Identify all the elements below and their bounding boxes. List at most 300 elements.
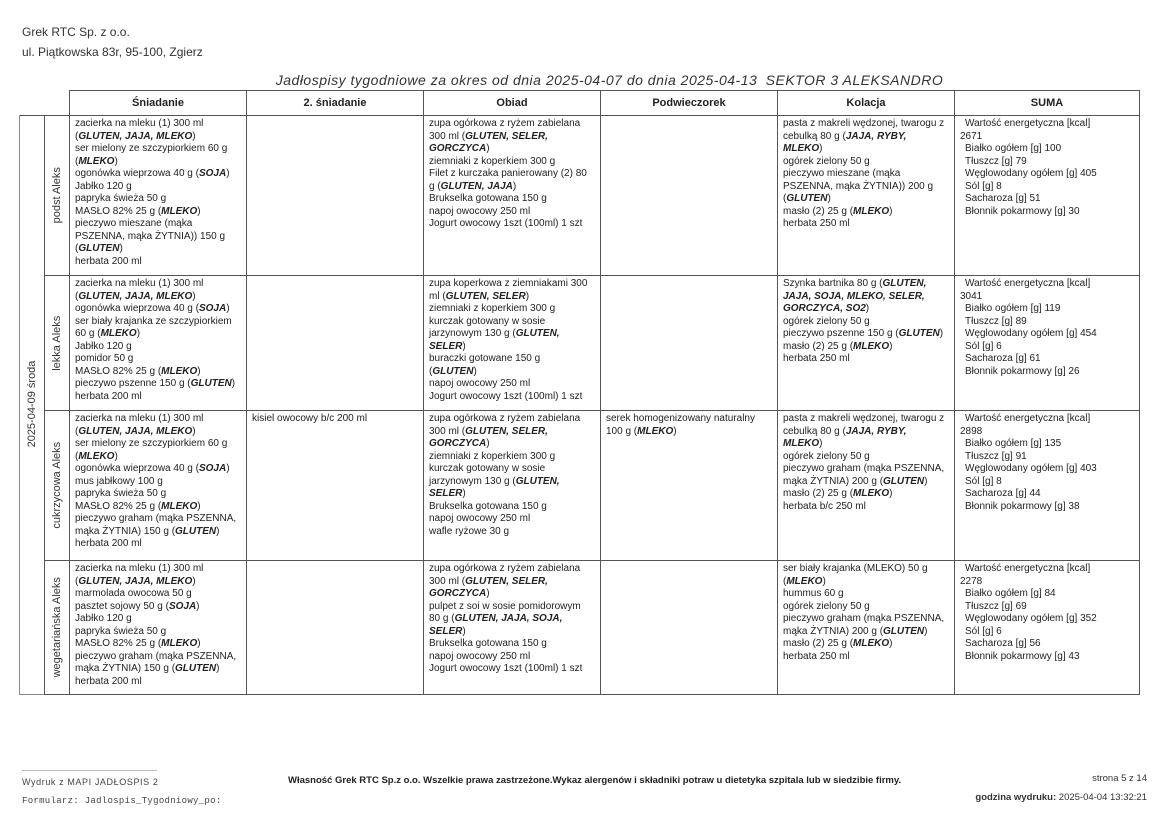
menu-line (252, 413, 419, 426)
dish-text: ser mielony ze szczypiorkiem 60 g (75, 438, 228, 449)
dish-text: 60 g ( (75, 328, 101, 339)
dish-text: herbata 200 ml (75, 255, 142, 267)
menu-line (75, 626, 242, 639)
menu-line (783, 353, 950, 366)
dish-text: ) (819, 143, 823, 154)
menu-line (783, 488, 950, 501)
menu-line (783, 193, 950, 206)
dish-text: pieczywo graham (mąka PSZENNA, (75, 513, 237, 524)
menu-line (75, 206, 242, 219)
dish-text: ziemniaki z koperkiem 300 g (429, 450, 556, 462)
dish-text: ) (231, 378, 236, 389)
allergen-text: MLEKO (853, 638, 890, 649)
menu-line (75, 278, 242, 291)
nutrient-line: Błonnik pokarmowy [g] 26 (965, 365, 1080, 377)
menu-line (75, 156, 242, 169)
dish-text: ) (889, 488, 893, 499)
menu-line (429, 328, 596, 341)
dish-text: ( (75, 243, 79, 254)
dish-text: pieczywo mieszane (mąka (75, 218, 193, 229)
menu-line (783, 463, 950, 476)
menu-line (75, 256, 242, 269)
dish-text: ser mielony ze szczypiorkiem 60 g (75, 143, 228, 154)
menu-line (783, 588, 950, 601)
nutrient-line: Węglowodany ogółem [g] 352 (965, 613, 1097, 624)
menu-line (75, 316, 242, 329)
allergen-text: SOJA (198, 303, 227, 314)
dish-text: papryka świeża 50 g (75, 193, 167, 204)
dish-text: buraczki gotowane 150 g (429, 353, 541, 364)
dish-text: papryka świeża 50 g (75, 488, 167, 499)
dish-text: ) (486, 438, 490, 449)
second-breakfast-cell (247, 116, 424, 276)
title-sector: SEKTOR 3 ALEKSANDRO (765, 72, 944, 88)
header-sniadanie: Śniadanie (70, 91, 247, 116)
dish-text: wafle ryżowe 30 g (429, 525, 510, 537)
dish-text: cebulką 80 g ( (783, 130, 846, 142)
menu-line (429, 156, 596, 169)
dish-text: Filet z kurczaka panierowany (2) 80 (429, 168, 587, 179)
dish-text: ) (889, 340, 893, 352)
dish-text: ) (889, 638, 893, 649)
menu-line (75, 391, 242, 404)
diet-name: cukrzycowa Aleks (50, 441, 63, 529)
allergen-text: JAJA, RYBY, (845, 425, 907, 437)
menu-line (783, 576, 950, 589)
header-row (45, 91, 1140, 116)
allergen-text: GORCZYCA (429, 143, 487, 154)
menu-line (75, 243, 242, 256)
dish-text: ( (75, 155, 79, 167)
menu-line (75, 168, 242, 181)
dish-text: ( (75, 425, 79, 437)
menu-line (75, 438, 242, 451)
footer-divider (22, 770, 157, 771)
nutrient-line: Błonnik pokarmowy [g] 43 (965, 650, 1080, 662)
dish-text: zupa koperkowa z ziemniakami 300 (429, 278, 588, 289)
dish-text: 300 ml ( (429, 575, 466, 587)
menu-line (429, 438, 596, 451)
nutrient-line: Sól [g] 6 (965, 340, 1002, 352)
allergen-text: GLUTEN, JAJA, MLEKO (78, 130, 193, 142)
allergen-text: MLEKO (78, 450, 115, 462)
allergen-text: JAJA, SOJA, MLEKO, SELER, (783, 290, 925, 302)
menu-line (429, 378, 596, 391)
allergen-text: MLEKO (161, 205, 198, 217)
allergen-text: SOJA (198, 168, 227, 179)
nutrient-line: Tłuszcz [g] 91 (965, 450, 1027, 462)
dish-text: kisiel owocowy b/c 200 ml (252, 413, 368, 424)
dish-text: Jabłko 120 g (75, 340, 132, 352)
dish-text: Brukselka gotowana 150 g (429, 193, 547, 204)
dish-text: herbata 250 ml (783, 650, 850, 662)
dish-text: ( (75, 290, 79, 302)
menu-line (429, 181, 596, 194)
summary-cell (955, 276, 1140, 411)
nutrient-line: Węglowodany ogółem [g] 454 (965, 328, 1097, 339)
supper-cell (778, 116, 955, 276)
footer-ownership: Własność Grek RTC Sp.z o.o. Wszelkie prawa zastrzeżone.Wykaz alergenów i składniki potraw u dietetyka szpitala lub w siedzibie firmy. (288, 775, 902, 786)
menu-line (75, 663, 242, 676)
energy-value: 3041 (960, 290, 983, 302)
allergen-text: MLEKO (161, 638, 198, 649)
menu-line (429, 193, 596, 206)
dish-text: ) (136, 328, 141, 339)
allergen-text: GORCZYCA (429, 588, 487, 599)
diet-row (45, 276, 1140, 411)
dish-text: ) (512, 180, 517, 192)
dish-text: zupa ogórkowa z ryżem zabielana (429, 118, 581, 129)
menu-line (75, 353, 242, 366)
dish-text: ogórek zielony 50 g (783, 600, 870, 612)
dish-text: ( (429, 365, 433, 377)
company-info (22, 22, 203, 62)
dish-text: pasta z makreli wędzonej, twarogu z (783, 413, 945, 424)
menu-line (429, 451, 596, 464)
dish-text: ) (196, 600, 200, 612)
header-obiad: Obiad (424, 91, 601, 116)
supper-cell (778, 561, 955, 695)
allergen-text: GLUTEN, (515, 475, 560, 487)
allergen-text: GLUTEN, SELER, (465, 575, 548, 587)
footer-print-time-value: 2025-04-04 13:32:21 (1058, 792, 1147, 803)
summary-cell (955, 411, 1140, 561)
menu-line (75, 576, 242, 589)
diet-name: podst Aleks (50, 167, 63, 224)
nutrient-line: Sacharoza [g] 56 (965, 638, 1041, 649)
diet-row (45, 561, 1140, 695)
allergen-text: SELER (429, 340, 463, 352)
allergen-text: MLEKO (853, 205, 890, 217)
menu-line (429, 588, 596, 601)
dish-text: g ( (429, 180, 441, 192)
dish-text: MASŁO 82% 25 g ( (75, 638, 162, 649)
dish-text: mąka ŻYTNIA) 150 g ( (75, 525, 176, 537)
dish-text: ( (75, 575, 79, 587)
allergen-text: MLEKO (637, 425, 674, 437)
diet-row (45, 411, 1140, 561)
menu-line (783, 613, 950, 626)
menu-line (429, 206, 596, 219)
menu-line (75, 601, 242, 614)
dish-text: Brukselka gotowana 150 g (429, 638, 547, 649)
dish-text: PSZENNA, mąka ŻYTNIA)) 150 g (75, 230, 226, 242)
menu-line (429, 638, 596, 651)
footer-form: Formularz: Jadlospis_Tygodniowy_po: (22, 796, 222, 806)
allergen-text: GLUTEN, SELER (445, 290, 526, 302)
menu-line (429, 488, 596, 501)
dish-text: zacierka na mleku (1) 300 ml (75, 278, 204, 289)
dish-text: Jabłko 120 g (75, 613, 132, 624)
dish-text: ) (924, 625, 928, 637)
header-corner (45, 91, 70, 116)
menu-line (75, 588, 242, 601)
dish-text: ) (226, 463, 230, 474)
header-podwieczorek: Podwieczorek (601, 91, 778, 116)
menu-line (429, 513, 596, 526)
lunch-cell (424, 561, 601, 695)
menu-line (429, 463, 596, 476)
menu-line (75, 303, 242, 316)
nutrient-line: Białko ogółem [g] 84 (965, 588, 1056, 599)
diet-name-cell (45, 411, 70, 561)
energy-label: Wartość energetyczna [kcal] (965, 278, 1091, 289)
dish-text: ogórek zielony 50 g (783, 315, 870, 327)
menu-line (606, 426, 773, 439)
dish-text: zupa ogórkowa z ryżem zabielana (429, 413, 581, 424)
diet-name: lekka Aleks (50, 315, 63, 371)
dish-text: ogonówka wieprzowa 40 g ( (75, 303, 199, 314)
footer-print-time (975, 792, 1147, 803)
dish-text: ) (197, 638, 201, 649)
menu-line (783, 206, 950, 219)
supper-cell (778, 411, 955, 561)
menu-line (429, 303, 596, 316)
allergen-text: MLEKO (78, 155, 115, 167)
dish-text: ) (192, 425, 196, 437)
menu-line (783, 328, 950, 341)
menu-line (75, 118, 242, 131)
menu-line (75, 526, 242, 539)
nutrient-line: Węglowodany ogółem [g] 403 (965, 463, 1097, 474)
menu-line (75, 291, 242, 304)
menu-line (75, 218, 242, 231)
dish-text: ( (783, 193, 787, 204)
dish-text: PSZENNA, mąka ŻYTNIA)) 200 g (783, 180, 934, 192)
allergen-text: GLUTEN, JAJA, MLEKO (78, 290, 193, 302)
menu-line (783, 218, 950, 231)
dish-text: ( (783, 575, 787, 587)
dish-text: napoj owocowy 250 ml (429, 205, 531, 217)
dish-text: napoj owocowy 250 ml (429, 513, 531, 524)
menu-line (75, 378, 242, 391)
menu-line (783, 168, 950, 181)
menu-line (75, 613, 242, 626)
title-period: Jadłospisy tygodniowe za okres od dnia 2025-04-07 do dnia 2025-04-13 (275, 72, 758, 88)
dish-text: Jogurt owocowy 1szt (100ml) 1 szt (429, 663, 583, 674)
breakfast-cell (70, 561, 247, 695)
dish-text: ) (192, 130, 196, 142)
nutrient-line: Błonnik pokarmowy [g] 38 (965, 500, 1080, 512)
dish-text: Jogurt owocowy 1szt (100ml) 1 szt (429, 218, 583, 229)
dish-text: MASŁO 82% 25 g ( (75, 500, 162, 512)
dish-text: ) (197, 365, 201, 377)
menu-line (429, 413, 596, 426)
dish-text: ) (939, 328, 944, 339)
dish-text: masło (2) 25 g ( (783, 488, 854, 499)
menu-line (429, 168, 596, 181)
menu-line (75, 651, 242, 664)
header-suma: SUMA (955, 91, 1140, 116)
company-address: ul. Piątkowska 83r, 95-100, Zgierz (22, 45, 203, 59)
menu-line (429, 526, 596, 539)
nutrient-line: Tłuszcz [g] 69 (965, 600, 1027, 612)
allergen-text: SELER (429, 625, 463, 637)
dish-text: ) (889, 205, 893, 217)
allergen-text: SOJA (168, 600, 197, 612)
allergen-text: JAJA, RYBY, (845, 130, 907, 142)
nutrient-line: Węglowodany ogółem [g] 405 (965, 168, 1097, 179)
allergen-text: MLEKO (783, 143, 820, 154)
date-label: 2025-04-09 środa (26, 360, 38, 448)
diet-row (45, 116, 1140, 276)
menu-line (783, 563, 950, 576)
menu-line (783, 131, 950, 144)
dish-text: ) (192, 575, 196, 587)
menu-line (783, 181, 950, 194)
menu-line (75, 638, 242, 651)
dish-text: ) (197, 205, 201, 217)
menu-line (429, 218, 596, 231)
dish-text: ( (75, 130, 79, 142)
menu-line (783, 291, 950, 304)
dish-text: pulpet z soi w sosie pomidorowym (429, 600, 581, 612)
nutrient-line: Tłuszcz [g] 79 (965, 155, 1027, 167)
menu-line (429, 391, 596, 404)
company-name: Grek RTC Sp. z o.o. (22, 25, 130, 39)
allergen-text: MLEKO (786, 575, 823, 587)
menu-line (783, 626, 950, 639)
menu-line (75, 131, 242, 144)
dish-text: papryka świeża 50 g (75, 625, 167, 637)
dish-text: mąka ŻYTNIA) 200 g ( (783, 625, 884, 637)
menu-line (783, 341, 950, 354)
dish-text: ziemniaki z koperkiem 300 g (429, 303, 556, 314)
dish-text: masło (2) 25 g ( (783, 340, 854, 352)
allergen-text: GLUTEN, (515, 328, 560, 339)
allergen-text: GLUTEN (175, 663, 217, 674)
dish-text: ziemniaki z koperkiem 300 g (429, 155, 556, 167)
dish-text: herbata 200 ml (75, 390, 142, 402)
allergen-text: GLUTEN, SELER, (465, 130, 548, 142)
afternoon-snack-cell (601, 116, 778, 276)
dish-text: jarzynowym 130 g ( (429, 475, 516, 487)
dish-text: zacierka na mleku (1) 300 ml (75, 118, 204, 129)
menu-line (429, 576, 596, 589)
second-breakfast-cell (247, 561, 424, 695)
dish-text: ) (114, 155, 118, 167)
dish-text: herbata 200 ml (75, 675, 142, 687)
second-breakfast-cell (247, 276, 424, 411)
allergen-text: GLUTEN (883, 475, 925, 487)
dish-text: ) (924, 475, 928, 487)
dish-text: ) (473, 365, 477, 377)
dish-text: mąka ŻYTNIA) 150 g ( (75, 663, 176, 674)
dish-text: pasta z makreli wędzonej, twarogu z (783, 118, 945, 129)
nutrient-line: Białko ogółem [g] 119 (965, 303, 1061, 314)
dish-text: ser biały krajanka (MLEKO) 50 g (783, 563, 928, 574)
dish-text: cebulką 80 g ( (783, 425, 846, 437)
footer-print-time-label: godzina wydruku: (975, 792, 1057, 803)
dish-text: ) (462, 625, 466, 637)
menu-line (429, 278, 596, 291)
dish-text: pieczywo graham (mąka PSZENNA, (783, 463, 945, 474)
menu-line (75, 538, 242, 551)
menu-line (75, 231, 242, 244)
footer-printed-from: Wydruk z MAPI JADŁOSPIS 2 (22, 777, 159, 787)
allergen-text: MLEKO (161, 365, 198, 377)
menu-line (75, 366, 242, 379)
menu-line (783, 278, 950, 291)
dish-text: ml ( (429, 290, 446, 302)
menu-line (783, 501, 950, 514)
nutrient-line: Błonnik pokarmowy [g] 30 (965, 205, 1080, 217)
menu-line (783, 476, 950, 489)
allergen-text: GLUTEN (883, 625, 925, 637)
supper-cell (778, 276, 955, 411)
menu-line (75, 676, 242, 689)
menu-line (429, 651, 596, 664)
dish-text: ogórek zielony 50 g (783, 155, 870, 167)
menu-line (75, 143, 242, 156)
menu-table (44, 90, 1140, 695)
dish-text: Brukselka gotowana 150 g (429, 500, 547, 512)
dish-text: serek homogenizowany naturalny (606, 413, 755, 424)
nutrient-line: Sacharoza [g] 44 (965, 488, 1041, 499)
dish-text: pasztet sojowy 50 g ( (75, 600, 169, 612)
dish-text: pieczywo pszenne 150 g ( (783, 328, 899, 339)
dish-text: jarzynowym 130 g ( (429, 328, 516, 339)
allergen-text: GLUTEN, SELER, (465, 425, 548, 437)
allergen-text: MLEKO (161, 500, 198, 512)
menu-line (429, 663, 596, 676)
dish-text: zacierka na mleku (1) 300 ml (75, 413, 204, 424)
menu-line (783, 451, 950, 464)
breakfast-cell (70, 276, 247, 411)
menu-line (429, 291, 596, 304)
energy-value: 2278 (960, 575, 983, 587)
dish-text: ) (216, 663, 220, 674)
nutrient-line: Sacharoza [g] 51 (965, 193, 1041, 204)
dish-text: ( (75, 450, 79, 462)
allergen-text: MLEKO (100, 328, 137, 339)
energy-value: 2898 (960, 425, 983, 437)
date-cell (20, 115, 44, 694)
menu-line (75, 451, 242, 464)
allergen-text: MLEKO (853, 340, 890, 352)
dish-text: kurczak gotowany w sosie (429, 463, 546, 474)
dish-text: masło (2) 25 g ( (783, 205, 854, 217)
diet-name: wegetariańska Aleks (50, 577, 63, 678)
dish-text: mus jabłkowy 100 g (75, 475, 163, 487)
lunch-cell (424, 116, 601, 276)
menu-line (429, 426, 596, 439)
dish-text: herbata 250 ml (783, 218, 850, 229)
menu-line (783, 601, 950, 614)
dish-text: ) (827, 193, 831, 204)
menu-line (75, 413, 242, 426)
dish-text: ) (865, 303, 870, 314)
summary-cell (955, 116, 1140, 276)
diet-name-cell (45, 276, 70, 411)
allergen-text: SOJA (198, 463, 227, 474)
nutrient-line: Sacharoza [g] 61 (965, 353, 1041, 364)
dish-text: ) (192, 290, 196, 302)
menu-line (429, 143, 596, 156)
dish-text: mąka ŻYTNIA) 200 g ( (783, 475, 884, 487)
menu-line (429, 626, 596, 639)
dish-text: masło (2) 25 g ( (783, 638, 854, 649)
menu-line (783, 638, 950, 651)
dish-text: ) (486, 143, 490, 154)
menu-line (429, 476, 596, 489)
footer-page-number: strona 5 z 14 (1092, 773, 1147, 784)
menu-line (429, 353, 596, 366)
summary-cell (955, 561, 1140, 695)
allergen-text: GLUTEN (175, 525, 217, 537)
dish-text: ) (226, 168, 230, 179)
nutrient-line: Sól [g] 8 (965, 475, 1002, 487)
